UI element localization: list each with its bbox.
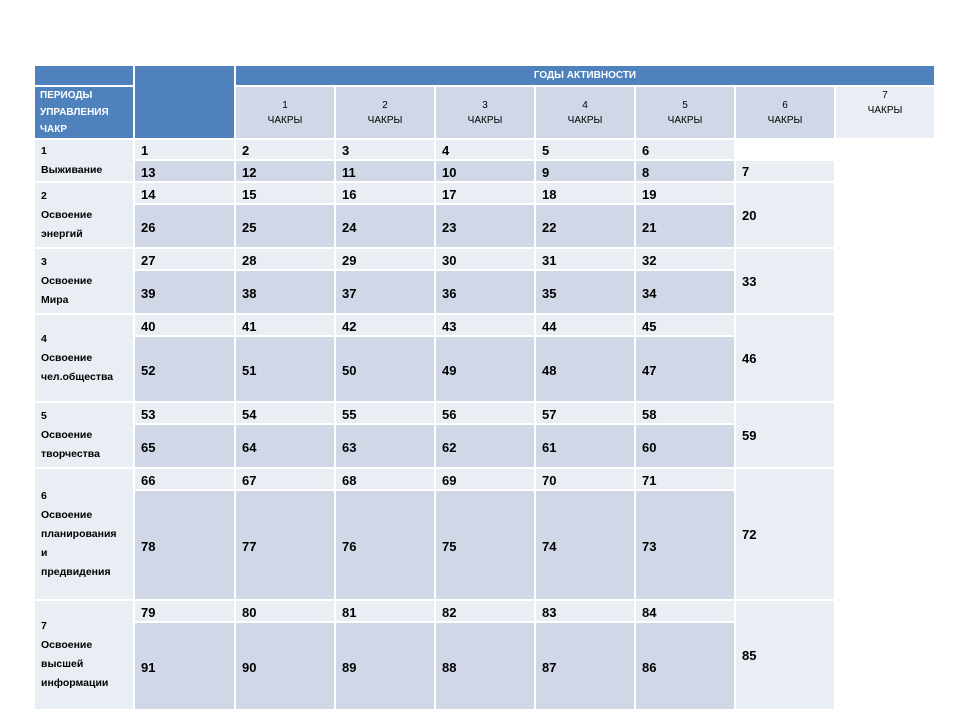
period-name-line: Освоение — [41, 351, 93, 364]
year-cell: 40 — [134, 314, 235, 336]
years-activity-title: ГОДЫ АКТИВНОСТИ — [235, 65, 935, 86]
year-cell: 71 — [635, 468, 735, 490]
year-cell: 16 — [335, 182, 435, 204]
year-cell: 32 — [635, 248, 735, 270]
period-name-header-cell — [134, 65, 235, 139]
year-cell: 47 — [635, 336, 735, 402]
period-name-line: Освоение — [41, 428, 93, 441]
period-name-line: планирования — [41, 527, 117, 540]
year-cell: 34 — [635, 270, 735, 314]
year-cell: 4 — [435, 139, 535, 160]
chakra-activity-table — [33, 64, 936, 711]
period-name-line: Мира — [41, 293, 69, 306]
year-cell: 39 — [134, 270, 235, 314]
period-name-line: высшей — [41, 658, 84, 670]
period-label-3 — [34, 248, 134, 314]
chakra-column-header: 1 ЧАКРЫ — [235, 86, 335, 139]
year-cell: 42 — [335, 314, 435, 336]
period-label-2 — [34, 182, 134, 248]
year-cell: 57 — [535, 402, 635, 424]
period-name-line: Освоение — [41, 639, 93, 651]
year-cell: 90 — [235, 622, 335, 710]
year-cell: 29 — [335, 248, 435, 270]
year-cell: 11 — [335, 160, 435, 182]
year-cell: 75 — [435, 490, 535, 600]
year-cell: 9 — [535, 160, 635, 182]
year-cell: 70 — [535, 468, 635, 490]
year-cell: 31 — [535, 248, 635, 270]
period-name-line: Освоение — [41, 208, 93, 221]
period-number: 1 — [41, 144, 47, 157]
year-cell: 10 — [435, 160, 535, 182]
period-name-line: информации — [41, 677, 109, 689]
year-cell: 54 — [235, 402, 335, 424]
period-number: 4 — [41, 332, 47, 345]
year-cell: 55 — [335, 402, 435, 424]
year-cell: 22 — [535, 204, 635, 248]
year-cell: 35 — [535, 270, 635, 314]
year-cell: 36 — [435, 270, 535, 314]
year-cell: 19 — [635, 182, 735, 204]
period-number: 7 — [41, 620, 47, 632]
year-cell: 18 — [535, 182, 635, 204]
year-cell: 21 — [635, 204, 735, 248]
year-cell: 17 — [435, 182, 535, 204]
year-cell: 15 — [235, 182, 335, 204]
year-cell: 67 — [235, 468, 335, 490]
year-cell: 84 — [635, 600, 735, 622]
year-cell: 64 — [235, 424, 335, 468]
year-cell: 45 — [635, 314, 735, 336]
year-cell: 1 — [134, 139, 235, 160]
period-number: 3 — [41, 255, 47, 268]
year-cell: 74 — [535, 490, 635, 600]
chakra-column-header: 5 ЧАКРЫ — [635, 86, 735, 139]
year-cell: 23 — [435, 204, 535, 248]
seventh-chakra-year: 20 — [735, 182, 835, 248]
year-cell: 77 — [235, 490, 335, 600]
year-cell: 30 — [435, 248, 535, 270]
year-cell: 25 — [235, 204, 335, 248]
year-cell: 44 — [535, 314, 635, 336]
year-cell: 28 — [235, 248, 335, 270]
period-label-7 — [34, 600, 134, 710]
corner-cell — [34, 65, 134, 86]
year-cell: 38 — [235, 270, 335, 314]
seventh-chakra-year: 59 — [735, 402, 835, 468]
chakra-column-header: 6 ЧАКРЫ — [735, 86, 835, 139]
year-cell: 6 — [635, 139, 735, 160]
year-cell: 50 — [335, 336, 435, 402]
period-label-5 — [34, 402, 134, 468]
year-cell: 69 — [435, 468, 535, 490]
period-name-line: Выживание — [41, 163, 103, 176]
chakra-column-header: 2 ЧАКРЫ — [335, 86, 435, 139]
year-cell: 65 — [134, 424, 235, 468]
year-cell: 41 — [235, 314, 335, 336]
period-label-4 — [34, 314, 134, 402]
year-cell: 66 — [134, 468, 235, 490]
year-cell: 12 — [235, 160, 335, 182]
period-name-line: чел.общества — [41, 370, 114, 383]
periods-title: ПЕРИОДЫ УПРАВЛЕНИЯ ЧАКР — [34, 86, 134, 139]
period-label-1 — [34, 139, 134, 182]
year-cell: 27 — [134, 248, 235, 270]
year-cell: 2 — [235, 139, 335, 160]
year-cell: 73 — [635, 490, 735, 600]
year-cell: 37 — [335, 270, 435, 314]
year-cell: 83 — [535, 600, 635, 622]
seventh-chakra-year: 72 — [735, 468, 835, 600]
year-cell: 56 — [435, 402, 535, 424]
year-cell: 58 — [635, 402, 735, 424]
year-cell: 52 — [134, 336, 235, 402]
period-name-line: Освоение — [41, 508, 93, 521]
chakra-column-header: 4 ЧАКРЫ — [535, 86, 635, 139]
year-cell: 89 — [335, 622, 435, 710]
year-cell: 24 — [335, 204, 435, 248]
seventh-chakra-year: 85 — [735, 600, 835, 710]
period-number: 2 — [41, 189, 47, 202]
year-cell: 86 — [635, 622, 735, 710]
period-name-line: Освоение — [41, 274, 93, 287]
seventh-chakra-year: 33 — [735, 248, 835, 314]
year-cell: 88 — [435, 622, 535, 710]
year-cell: 53 — [134, 402, 235, 424]
year-cell: 51 — [235, 336, 335, 402]
period-number: 5 — [41, 409, 47, 422]
seventh-chakra-year: 7 — [735, 160, 835, 182]
period-name-line: и — [41, 546, 48, 559]
year-cell: 49 — [435, 336, 535, 402]
seventh-chakra-year: 46 — [735, 314, 835, 402]
year-cell: 80 — [235, 600, 335, 622]
year-cell: 60 — [635, 424, 735, 468]
year-cell: 78 — [134, 490, 235, 600]
period-name-line: предвидения — [41, 565, 111, 578]
chakra-column-header: 3 ЧАКРЫ — [435, 86, 535, 139]
year-cell: 3 — [335, 139, 435, 160]
year-cell: 5 — [535, 139, 635, 160]
year-cell: 61 — [535, 424, 635, 468]
year-cell: 91 — [134, 622, 235, 710]
chakra-column-header: 7 ЧАКРЫ — [835, 86, 935, 139]
period-name-line: энергий — [41, 227, 83, 240]
year-cell: 79 — [134, 600, 235, 622]
year-cell: 62 — [435, 424, 535, 468]
year-cell: 8 — [635, 160, 735, 182]
year-cell: 13 — [134, 160, 235, 182]
period-name-line: творчества — [41, 447, 100, 460]
year-cell: 26 — [134, 204, 235, 248]
period-number: 6 — [41, 489, 47, 502]
year-cell: 82 — [435, 600, 535, 622]
year-cell: 43 — [435, 314, 535, 336]
year-cell: 87 — [535, 622, 635, 710]
year-cell: 48 — [535, 336, 635, 402]
year-cell: 68 — [335, 468, 435, 490]
year-cell: 81 — [335, 600, 435, 622]
period-label-6 — [34, 468, 134, 600]
year-cell: 63 — [335, 424, 435, 468]
year-cell: 76 — [335, 490, 435, 600]
year-cell: 14 — [134, 182, 235, 204]
